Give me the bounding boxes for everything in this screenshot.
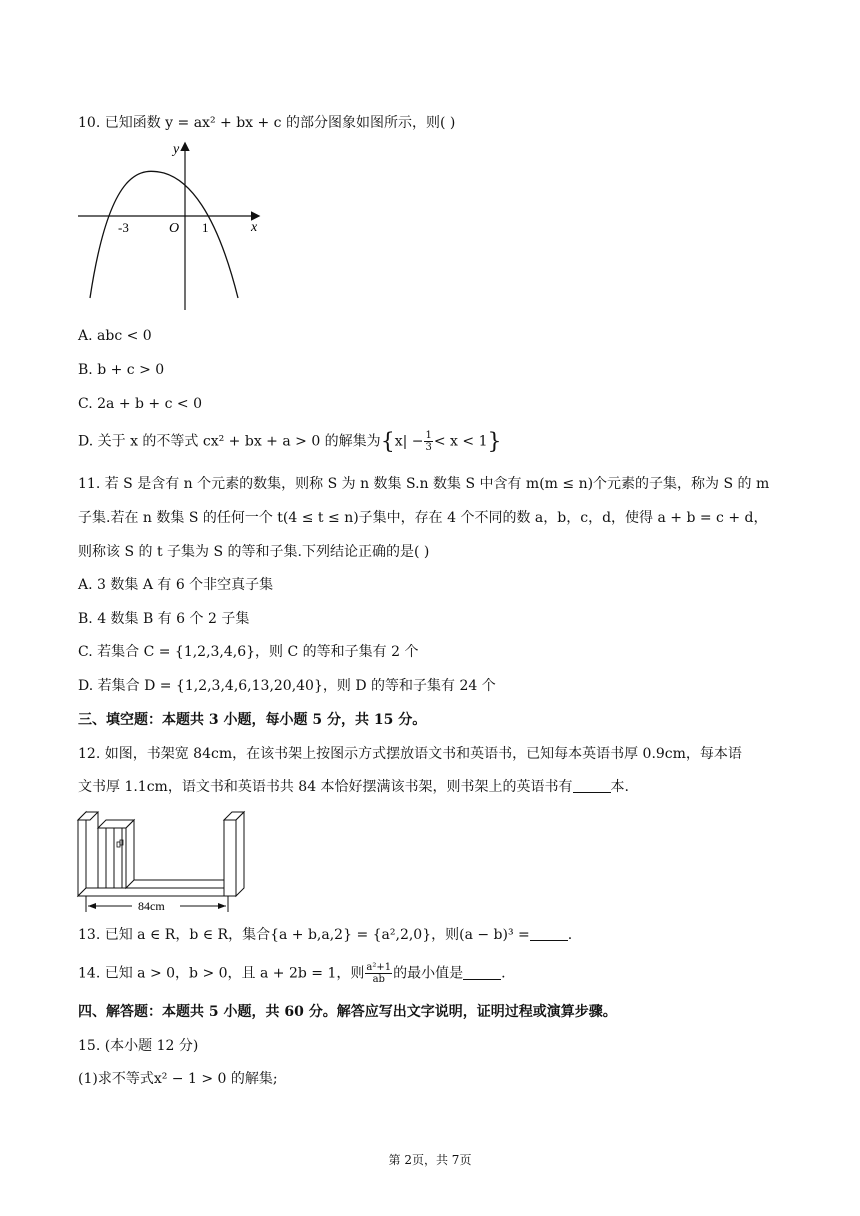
bookshelf-figure [76,806,251,914]
q14: 14. 已知 a > 0，b > 0，且 a + 2b = 1，则 $\frac{\text{a²+1}}{ab}$ 的最小值是 . [78,962,506,985]
q14-answer-blank [463,965,501,980]
section3-heading: 三、填空题：本题共 3 小题，每小题 5 分，共 15 分。 [78,712,427,728]
q11-option-b: B. 4 数集 B 有 6 个 2 子集 [78,611,250,627]
q10-option-d-set-right: < x < 1 [433,433,488,450]
q10-option-d-prefix: D. 关于 x 的不等式 cx² + bx + a > 0 的解集为 [78,433,381,450]
q13-answer-blank [530,926,568,941]
x-axis-label: x [251,220,258,235]
q12-stem-line2: 文书厚 1.1cm，语文书和英语书共 84 本恰好摆满该书架，则书架上的英语书有 本. [78,779,629,795]
q10-option-d: D. 关于 x 的不等式 cx² + bx + a > 0 的解集为{x| − $\frac{1}{3}$ < x < 1} [78,429,502,455]
q11-stem-line1: 11. 若 S 是含有 n 个元素的数集，则称 S 为 n 数集 S.n 数集 S 中含有 m(m ≤ n)个元素的子集，称为 S 的 m [78,476,770,492]
right-root-label: 1 [202,220,209,235]
q11-stem-line2: 子集.若在 n 数集 S 的任何一个 t(4 ≤ t ≤ n)子集中，存在 4 个不同的数 a，b，c，d，使得 a + b = c + d， [78,510,768,526]
q11-option-d: D. 若集合 D = {1,2,3,4,6,13,20,40}，则 D 的等和子集有 24 个 [78,678,496,694]
q15-part1: (1)求不等式x² − 1 > 0 的解集; [78,1071,278,1087]
q11-option-a: A. 3 数集 A 有 6 个非空真子集 [78,577,274,593]
page-footer: 第 2页，共 7页 [388,1153,472,1167]
q10-option-a: A. abc < 0 [78,328,152,344]
q10-option-c: C. 2a + b + c < 0 [78,396,202,412]
q10-option-d-set-left: x| − [394,433,424,450]
q10-option-d-fraction: $\frac{1}{3}$ [425,430,432,453]
q14-fraction: $\frac{\text{a²+1}}{ab}$ [366,962,392,985]
q12-stem-line1: 12. 如图，书架宽 84cm，在该书架上按图示方式摆放语文书和英语书，已知每本英语书厚 0.9cm，每本语 [78,746,742,762]
parabola-graph [76,140,266,315]
q12-answer-blank [573,778,611,793]
y-axis-label: y [173,142,180,157]
bookshelf-width-label: 84cm [138,899,165,913]
q13: 13. 已知 a ∈ R，b ∈ R，集合{a + b,a,2} = {a²,2,0}，则(a − b)³ = . [78,927,573,943]
q11-stem-line3: 则称该 S 的 t 子集为 S 的等和子集.下列结论正确的是( ) [78,544,430,560]
left-root-label: -3 [118,220,129,235]
q10-stem: 10. 已知函数 y = ax² + bx + c 的部分图象如图所示，则( ) [78,115,456,131]
q10-option-b: B. b + c > 0 [78,362,165,378]
origin-label: O [169,221,180,236]
parabola-curve [90,171,238,298]
section4-heading: 四、解答题：本题共 5 小题，共 60 分。解答应写出文字说明，证明过程或演算步骤。 [78,1004,617,1020]
q11-option-c: C. 若集合 C = {1,2,3,4,6}，则 C 的等和子集有 2 个 [78,644,419,660]
q15-heading: 15. (本小题 12 分) [78,1038,199,1054]
